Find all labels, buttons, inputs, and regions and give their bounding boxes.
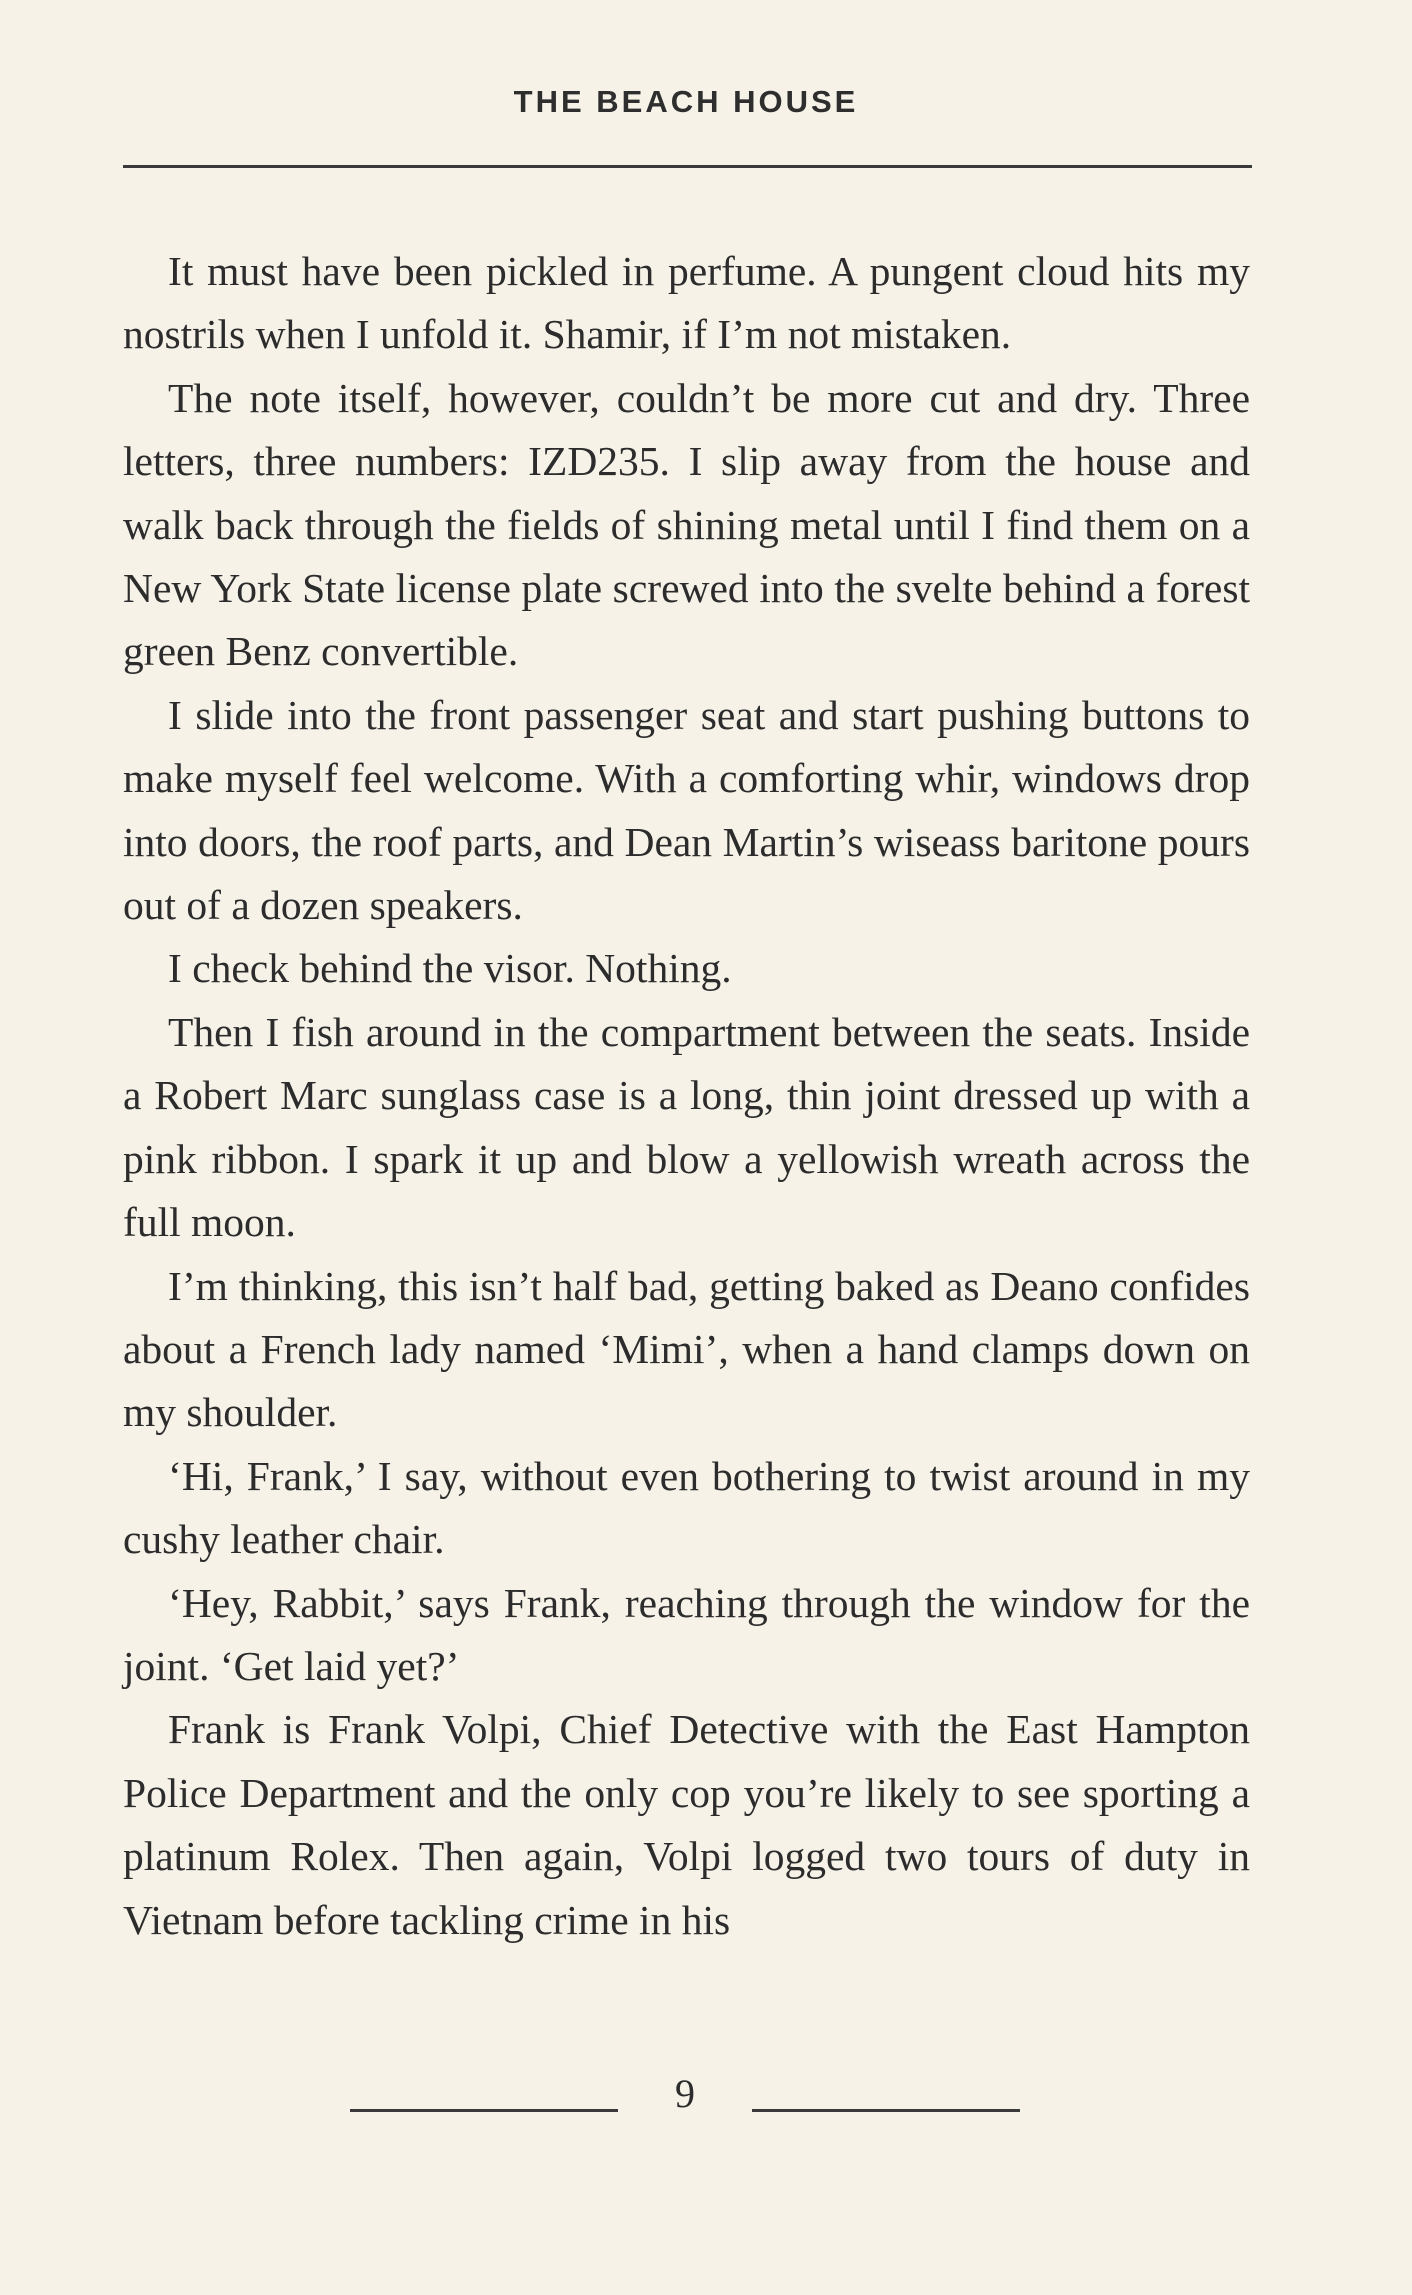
page-footer [0,2070,1412,2130]
paragraph-7: ‘Hi, Frank,’ I say, without even bothering to twist around in my cushy leather chair. [123,1452,1250,1563]
paragraph-1: It must have been pickled in perfume. A pungent cloud hits my nostrils when I unfold it. Shamir, if I’m not mistaken. [123,248,1250,358]
paragraph-9: Frank is Frank Volpi, Chief Detective with the East Hampton Police Department and the only cop you’re likely to see sporting a platinum Rolex. Then again, Volpi logged two tours of duty in Vietnam before tackling crime in his [123,1706,1250,1943]
header-rule [123,165,1252,168]
paragraph-2: The note itself, however, couldn’t be more cut and dry. Three letters, three numbers: IZD235. I slip away from the house and walk back through the fields of shining metal until I find them on a New York State license plate screwed into the svelte behind a forest green Benz convertible. [123,374,1250,675]
page-number: 9 [675,2071,695,2116]
paragraph-6: I’m thinking, this isn’t half bad, getting baked as Deano confides about a French lady named ‘Mimi’, when a hand clamps down on my shoulder. [123,1262,1250,1436]
paragraph-4: I check behind the visor. Nothing. [168,945,732,992]
running-head-title: THE BEACH HOUSE [513,84,859,119]
paragraph-8: ‘Hey, Rabbit,’ says Frank, reaching through the window for the joint. ‘Get laid yet?’ [123,1579,1250,1689]
footer-rule-left [350,2109,618,2112]
paragraph-5: Then I fish around in the compartment between the seats. Inside a Robert Marc sunglass case is a long, thin joint dressed up with a pink ribbon. I spark it up and blow a yellowish wreath across the full moon. [123,1008,1250,1246]
paragraph-3: I slide into the front passenger seat and start pushing buttons to make myself feel welcome. With a comforting whir, windows drop into doors, the roof parts, and Dean Martin’s wiseass baritone pours out of a dozen speakers. [123,691,1250,929]
footer-rule-right [752,2109,1020,2112]
body-text [123,240,1250,1952]
